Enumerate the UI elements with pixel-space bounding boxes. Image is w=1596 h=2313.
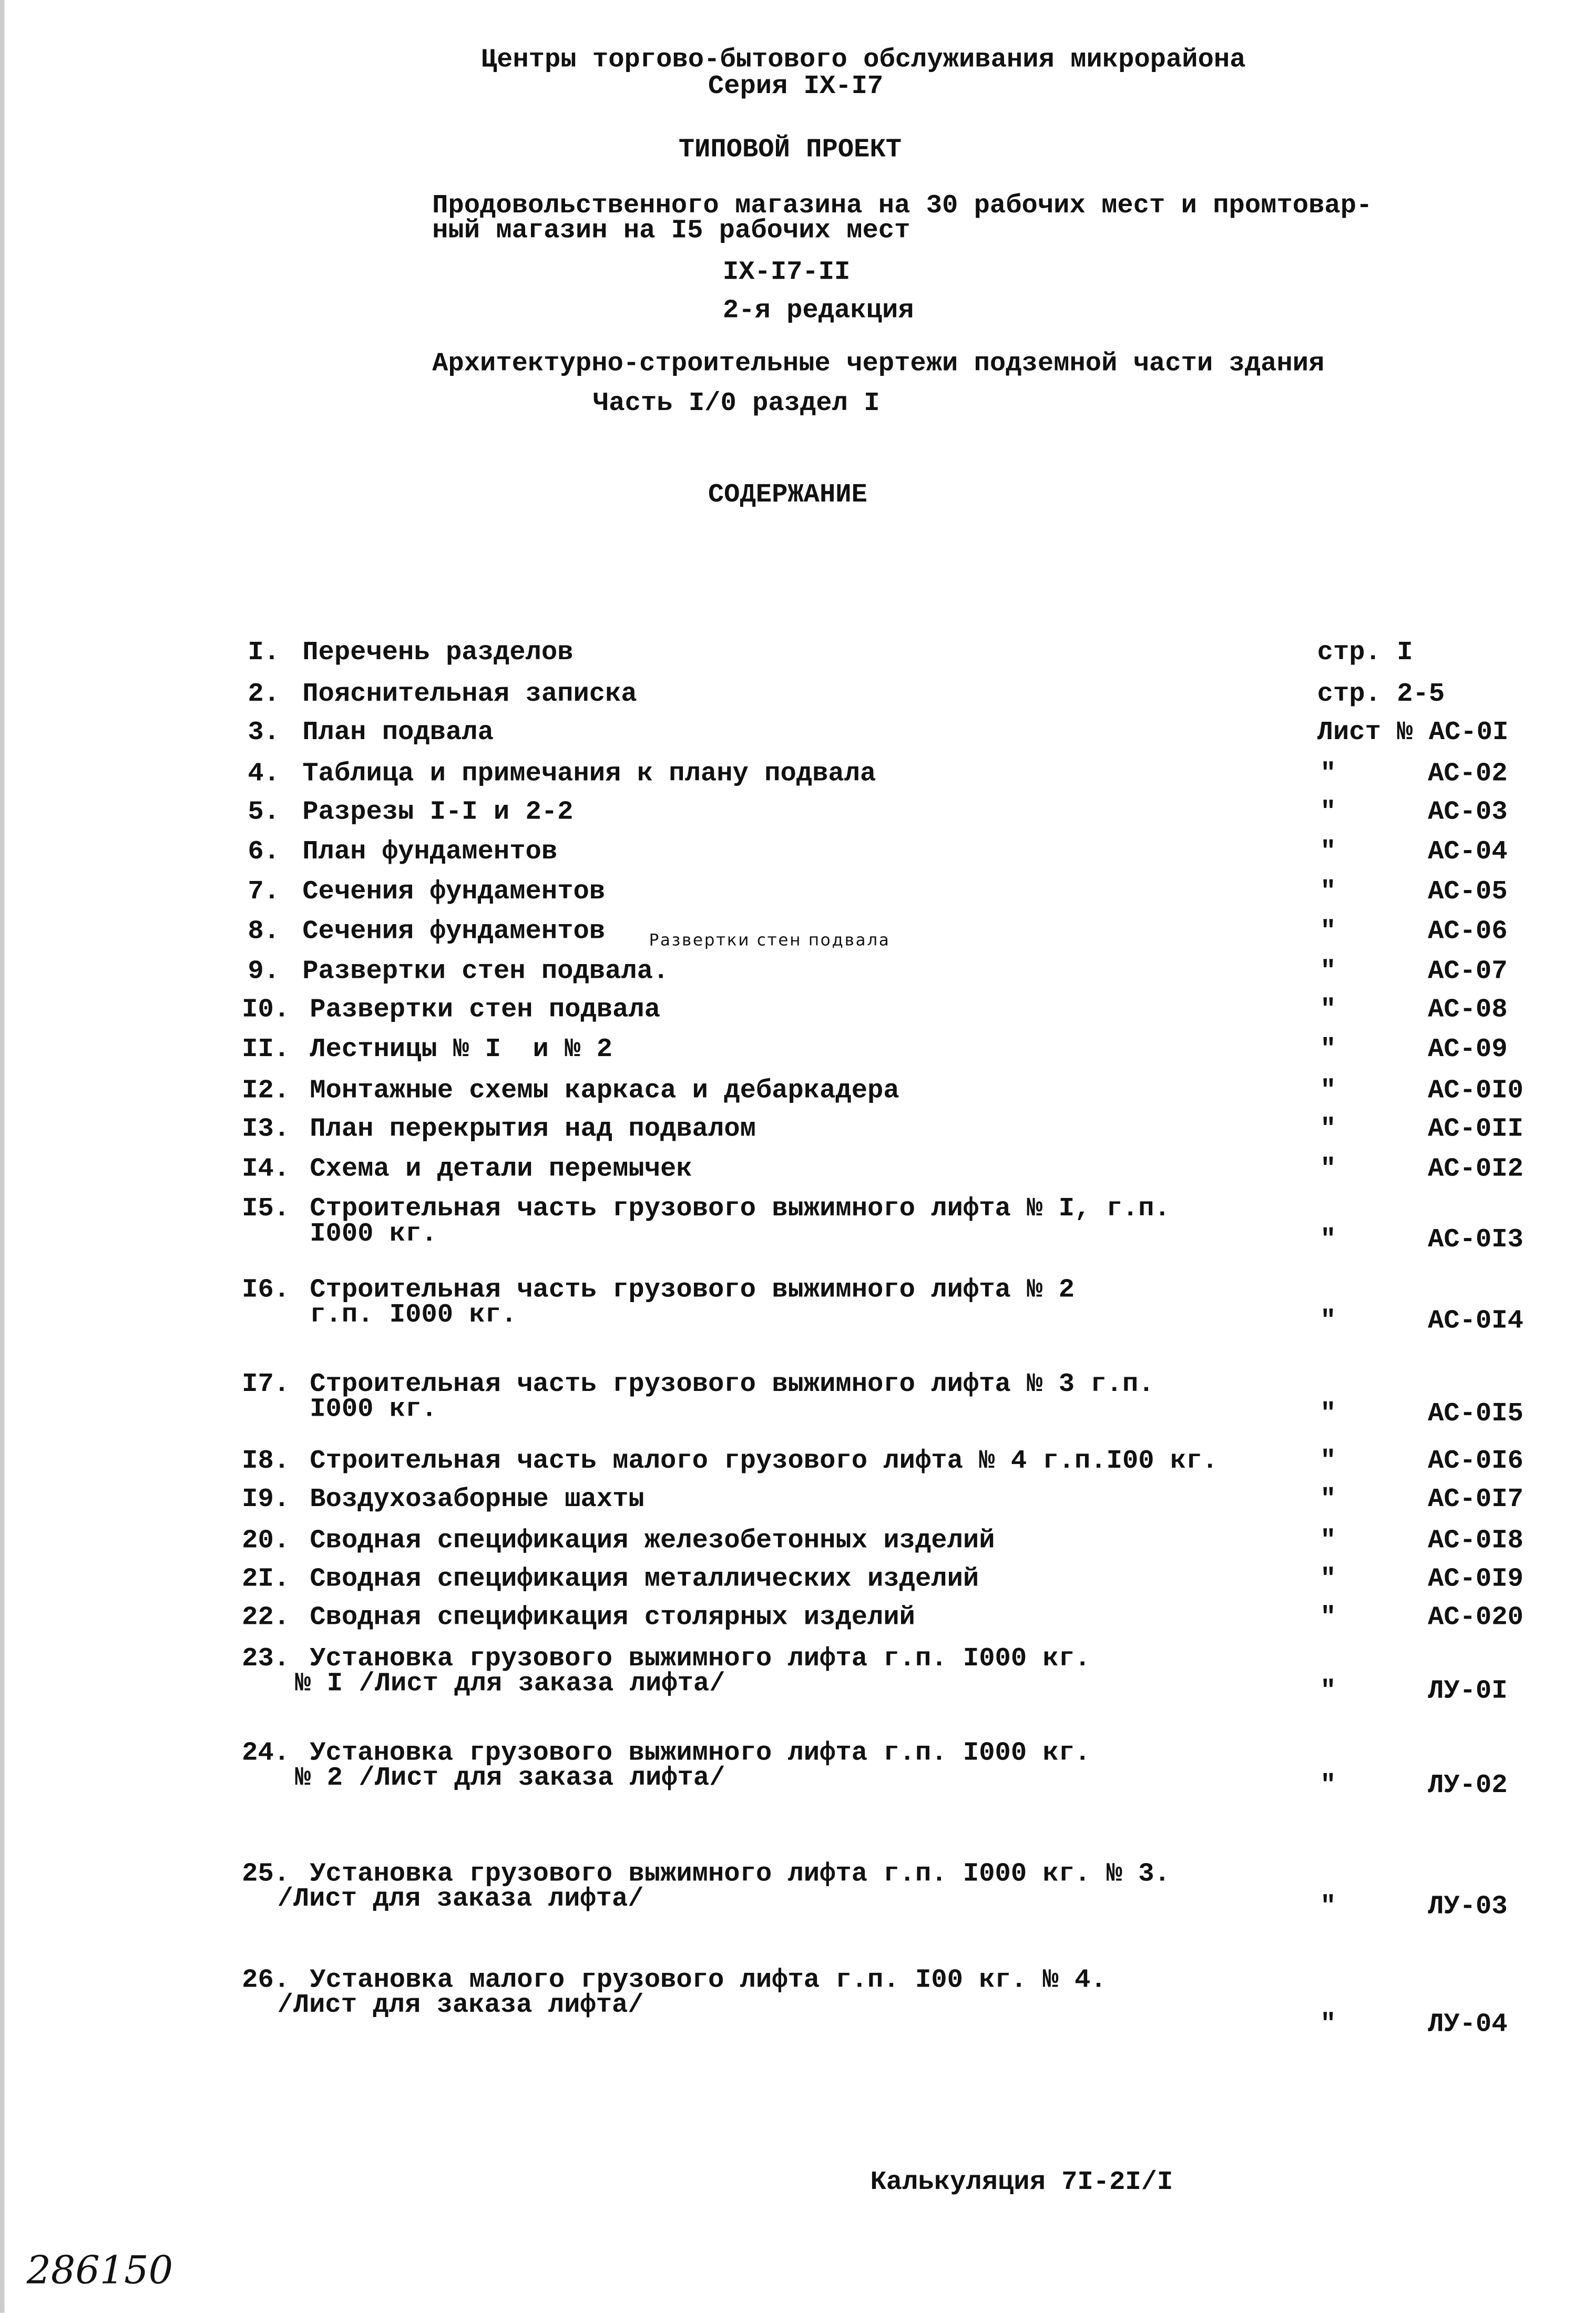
toc-item-number: 26. [242,1966,290,1996]
toc-item-number: 24. [242,1739,290,1769]
toc-item-sheet-code: АС-0I7 [1428,1485,1523,1515]
toc-item-number: 7. [248,877,280,907]
toc-item-title: Строительная часть грузового выжимного лифта № 3 г.п. [310,1370,1154,1400]
toc-item-title: Установка грузового выжимного лифта г.п. I000 кг. [310,1739,1091,1769]
calculation-footer: Калькуляция 7I-2I/I [870,2168,1173,2198]
toc-item-title: План фундаментов [302,837,558,867]
toc-item-number: 6. [248,837,280,867]
toc-item-title: Установка грузового выжимного лифта г.п. I000 кг. № 3. [310,1860,1170,1890]
toc-item-ditto-mark: " [1320,877,1336,907]
project-name-line2: ный магазин на I5 рабочих мест [432,217,910,247]
toc-item-sheet-code: АС-04 [1428,837,1508,867]
toc-item-sheet-code: АС-02 [1428,760,1508,790]
toc-item-ditto-mark: " [1320,760,1336,790]
toc-item-number: I. [248,638,280,669]
toc-item-title: Схема и детали перемычек [310,1155,692,1185]
toc-item-sheet-code: АС-0I4 [1428,1307,1523,1337]
toc-item-number: I0. [242,995,290,1026]
toc-item-title: План подвала [302,718,494,748]
toc-item-sheet-code: АС-03 [1428,797,1508,828]
toc-item-title: г.п. I000 кг. [310,1301,517,1331]
toc-item-ditto-mark: " [1320,1155,1336,1185]
toc-item-title: Установка грузового выжимного лифта г.п. I000 кг. [310,1644,1091,1674]
toc-item-title: Перечень разделов [302,638,574,669]
toc-item-title: Разрезы I-I и 2-2 [302,797,574,828]
toc-item-sheet-code: АС-08 [1428,995,1508,1026]
toc-item-ditto-mark: " [1320,1771,1336,1802]
edition: 2-я редакция [722,296,914,326]
toc-item-sheet-code: АС-020 [1428,1603,1523,1633]
toc-item-number: I8. [242,1447,290,1477]
scan-edge [0,0,4,2313]
toc-item-page: стр. 2-5 [1317,680,1445,710]
toc-item-number: 2I. [242,1565,290,1595]
toc-item-ditto-mark: " [1320,1603,1336,1633]
toc-item-title: № I /Лист для заказа лифта/ [295,1670,725,1700]
toc-item-ditto-mark: " [1320,1892,1336,1922]
toc-item-title: Таблица и примечания к плану подвала [302,760,876,790]
toc-item-sheet-code: АС-06 [1428,917,1508,947]
toc-item-page: стр. I [1317,638,1413,669]
toc-item-number: 9. [248,957,280,987]
toc-item-number: I5. [242,1194,290,1224]
toc-item-sheet-code: АС-0II [1428,1115,1523,1145]
toc-item-ditto-mark: " [1320,2010,1336,2040]
toc-item-sheet-code: АС-05 [1428,877,1508,907]
project-name-line1: Продовольственного магазина на 30 рабочих мест и промтовар- [432,191,1373,221]
toc-item-number: I4. [242,1155,290,1185]
toc-item-number: II. [242,1035,290,1065]
toc-item-ditto-mark: " [1320,797,1336,828]
toc-item-sheet-code: ЛУ-0I [1428,1677,1508,1707]
toc-item-title: /Лист для заказа лифта/ [277,1885,644,1915]
toc-item-number: 8. [248,917,280,947]
toc-item-sheet: Лист № АС-0I [1317,718,1509,748]
project-type: ТИПОВОЙ ПРОЕКТ [678,136,902,166]
toc-item-sheet-code: АС-0I0 [1428,1077,1523,1107]
section-title: Архитектурно-строительные чертежи подземной части здания [432,349,1325,380]
toc-item-title: Лестницы № I и № 2 [310,1035,613,1065]
toc-item-number: 20. [242,1527,290,1557]
toc-item-number: I2. [242,1077,290,1107]
toc-item-title: Строительная часть грузового выжимного лифта № 2 [310,1276,1075,1306]
toc-item-ditto-mark: " [1320,1035,1336,1065]
toc-item-ditto-mark: " [1320,1677,1336,1707]
toc-item-ditto-mark: " [1320,1077,1336,1107]
toc-item-ditto-mark: " [1320,995,1336,1026]
toc-item-title: Развертки стен подвала. [302,957,669,987]
toc-item-number: 25. [242,1860,290,1890]
toc-item-title: Установка малого грузового лифта г.п. I00 кг. № 4. [310,1966,1107,1996]
toc-item-sheet-code: АС-0I5 [1428,1399,1523,1429]
toc-item-title: I000 кг. [310,1395,437,1425]
toc-item-sheet-code: АС-09 [1428,1035,1508,1065]
contents-heading: СОДЕРЖАНИЕ [708,480,867,510]
toc-item-ditto-mark: " [1320,1447,1336,1477]
project-code: IX-I7-II [722,258,851,288]
toc-item-title: Сечения фундаментов [302,917,606,947]
toc-item-title: Сводная спецификация столярных изделий [310,1603,915,1633]
toc-item-number: I6. [242,1276,290,1306]
toc-item-sheet-code: АС-0I8 [1428,1527,1523,1557]
toc-item-number: 4. [248,760,280,790]
toc-item-ditto-mark: " [1320,1115,1336,1145]
toc-item-handwritten-note: Развертки стен подвала [649,930,891,950]
toc-item-sheet-code: АС-0I9 [1428,1565,1523,1595]
toc-item-title: Монтажные схемы каркаса и дебаркадера [310,1077,899,1107]
toc-item-ditto-mark: " [1320,957,1336,987]
toc-item-ditto-mark: " [1320,1565,1336,1595]
toc-item-title: Сечения фундаментов [302,877,606,907]
toc-item-ditto-mark: " [1320,1527,1336,1557]
toc-item-sheet-code: АС-0I3 [1428,1225,1523,1255]
toc-item-ditto-mark: " [1320,917,1336,947]
handwritten-number: 286150 [26,2249,173,2294]
toc-item-sheet-code: ЛУ-03 [1428,1892,1508,1922]
toc-item-title: Развертки стен подвала [310,995,661,1026]
toc-item-number: 3. [248,718,280,748]
toc-item-title: Воздухозаборные шахты [310,1485,644,1515]
series-title: Центры торгово-бытового обслуживания микрорайона [480,45,1246,76]
toc-item-ditto-mark: " [1320,1225,1336,1255]
toc-item-number: 5. [248,797,280,828]
toc-item-ditto-mark: " [1320,837,1336,867]
toc-item-ditto-mark: " [1320,1485,1336,1515]
toc-item-sheet-code: АС-07 [1428,957,1508,987]
toc-item-title: Пояснительная записка [302,680,637,710]
toc-item-title: Строительная часть малого грузового лифта № 4 г.п.I00 кг. [310,1447,1218,1477]
toc-item-sheet-code: ЛУ-04 [1428,2010,1508,2040]
toc-item-ditto-mark: " [1320,1307,1336,1337]
toc-item-title: Сводная спецификация железобетонных изделий [310,1527,995,1557]
toc-item-title: Сводная спецификация металлических изделий [310,1565,979,1595]
toc-item-title: Строительная часть грузового выжимного лифта № I, г.п. [310,1194,1170,1224]
toc-item-title: I000 кг. [310,1220,437,1250]
series: Серия IX-I7 [708,72,884,102]
toc-item-title: № 2 /Лист для заказа лифта/ [295,1764,725,1794]
toc-item-number: I7. [242,1370,290,1400]
toc-item-number: I3. [242,1115,290,1145]
toc-item-number: I9. [242,1485,290,1515]
toc-item-title: План перекрытия над подвалом [310,1115,756,1145]
toc-item-number: 22. [242,1603,290,1633]
toc-item-sheet-code: АС-0I2 [1428,1155,1523,1185]
part-label: Часть I/0 раздел I [592,389,880,419]
toc-item-number: 2. [248,680,280,710]
toc-item-sheet-code: ЛУ-02 [1428,1771,1508,1802]
toc-item-ditto-mark: " [1320,1399,1336,1429]
toc-item-sheet-code: АС-0I6 [1428,1447,1523,1477]
toc-item-title: /Лист для заказа лифта/ [277,1991,644,2021]
toc-item-number: 23. [242,1644,290,1674]
